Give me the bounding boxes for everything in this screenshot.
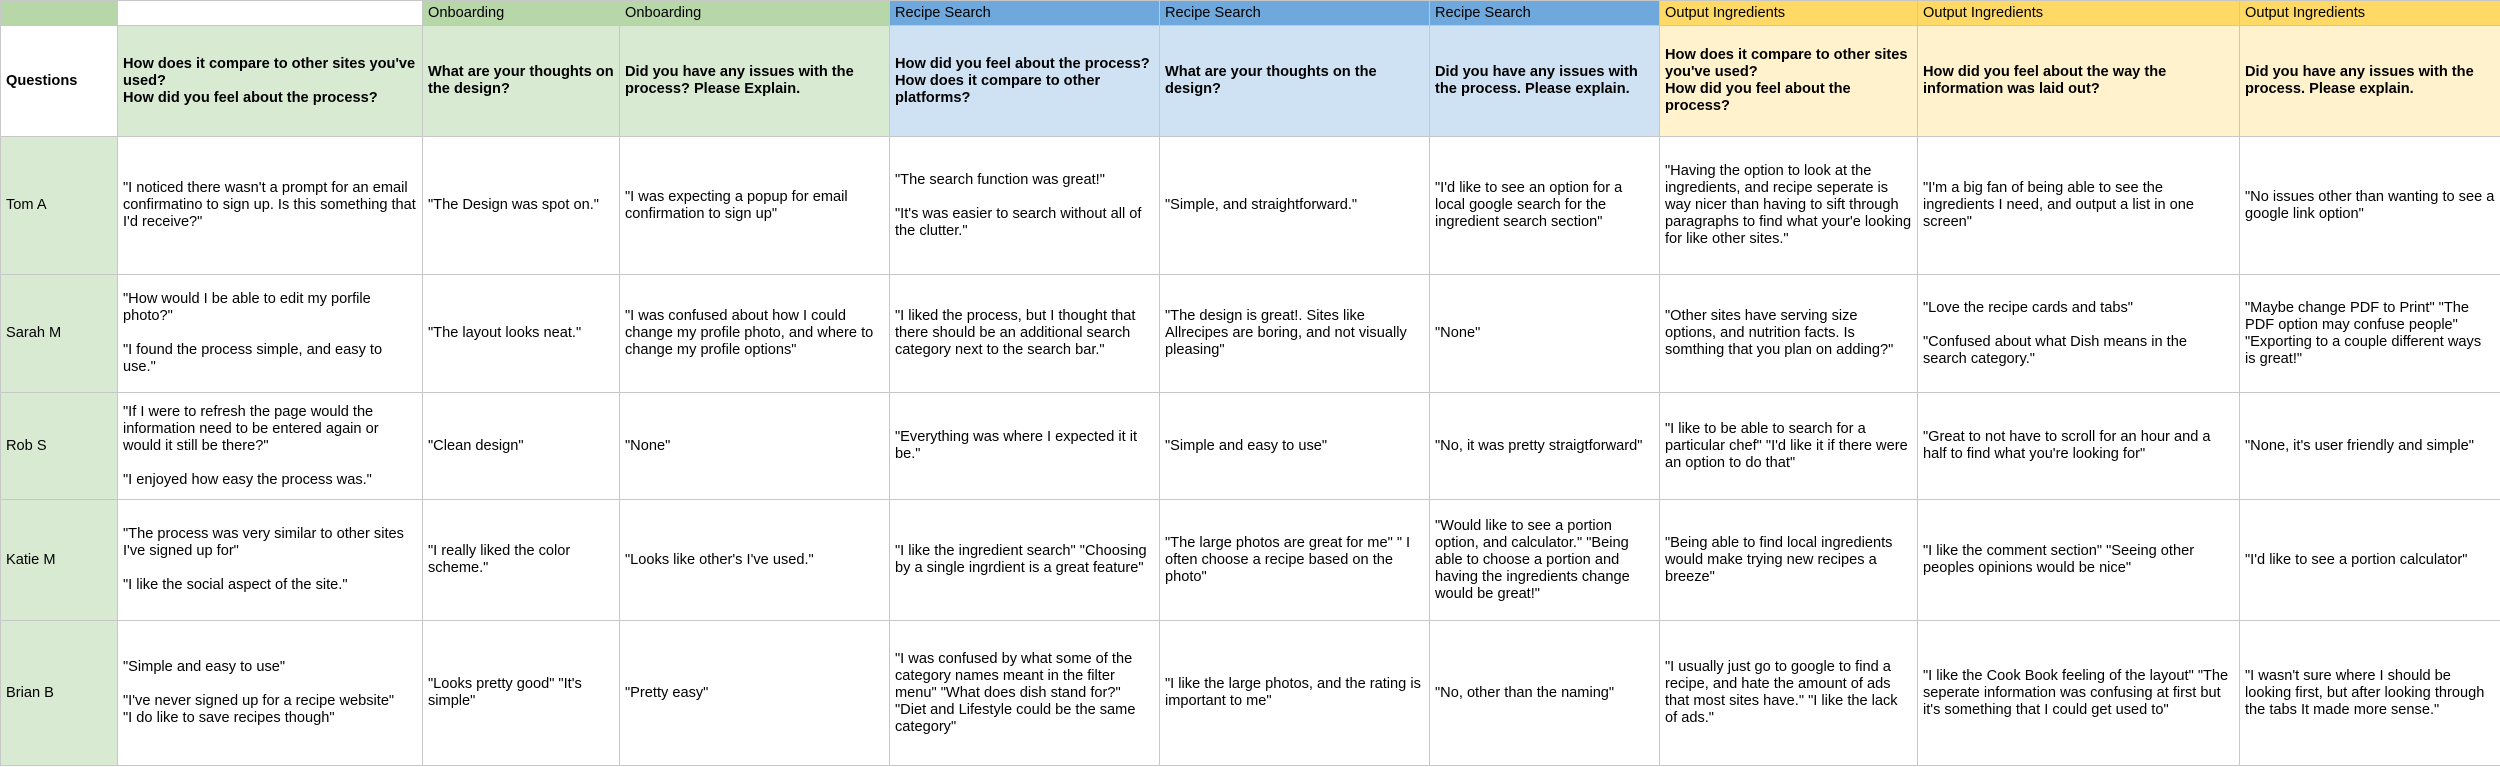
response-cell[interactable]: "Other sites have serving size options, and nutrition facts. Is somthing that you plan on adding?" (1660, 275, 1918, 393)
response-row (1, 393, 2500, 500)
questions-row (1, 26, 2500, 137)
question-cell[interactable]: What are your thoughts on the design? (423, 26, 620, 137)
response-cell[interactable]: "I liked the process, but I thought that there should be an additional search category next to the search bar." (890, 275, 1160, 393)
question-cell[interactable]: Did you have any issues with the process? Please Explain. (620, 26, 890, 137)
response-cell[interactable]: "I was confused about how I could change my profile photo, and where to change my profile options" (620, 275, 890, 393)
response-cell[interactable]: "The large photos are great for me" " I often choose a recipe based on the photo" (1160, 500, 1430, 621)
response-cell[interactable]: "I was expecting a popup for email confirmation to sign up" (620, 137, 890, 275)
response-cell[interactable]: "Being able to find local ingredients would make trying new recipes a breeze" (1660, 500, 1918, 621)
participant-name-cell[interactable]: Rob S (1, 393, 118, 500)
response-cell[interactable]: "I like the comment section" "Seeing other peoples opinions would be nice" (1918, 500, 2240, 621)
response-cell[interactable]: "The Design was spot on." (423, 137, 620, 275)
response-cell[interactable]: "Looks pretty good" "It's simple" (423, 621, 620, 766)
question-cell[interactable]: How did you feel about the process? How does it compare to other platforms? (890, 26, 1160, 137)
question-cell[interactable]: What are your thoughts on the design? (1160, 26, 1430, 137)
category-cell-onboarding[interactable]: Onboarding (423, 1, 620, 26)
category-cell-recipe-search[interactable]: Recipe Search (890, 1, 1160, 26)
category-cell-recipe-search[interactable]: Recipe Search (1160, 1, 1430, 26)
response-cell[interactable]: "No, other than the naming" (1430, 621, 1660, 766)
response-cell[interactable]: "How would I be able to edit my porfile photo?" "I found the process simple, and easy to use." (118, 275, 423, 393)
category-cell[interactable] (118, 1, 423, 26)
response-cell[interactable]: "No, it was pretty straigtforward" (1430, 393, 1660, 500)
response-cell[interactable]: "I like the ingredient search" "Choosing by a single ingrdient is a great feature" (890, 500, 1160, 621)
question-cell[interactable]: How did you feel about the way the information was laid out? (1918, 26, 2240, 137)
response-cell[interactable]: "If I were to refresh the page would the information need to be entered again or would it still be there?" "I enjoyed how easy the process was." (118, 393, 423, 500)
response-cell[interactable]: "No issues other than wanting to see a google link option" (2240, 137, 2500, 275)
response-cell[interactable]: "I really liked the color scheme." (423, 500, 620, 621)
response-row (1, 137, 2500, 275)
response-cell[interactable]: "I noticed there wasn't a prompt for an email confirmatino to sign up. Is this something that I'd receive?" (118, 137, 423, 275)
response-cell[interactable]: "Great to not have to scroll for an hour and a half to find what you're looking for" (1918, 393, 2240, 500)
response-cell[interactable]: "I'd like to see an option for a local google search for the ingredient search section" (1430, 137, 1660, 275)
participant-name-cell[interactable]: Katie M (1, 500, 118, 621)
category-header-row (1, 1, 2500, 26)
participant-name-cell[interactable]: Tom A (1, 137, 118, 275)
response-cell[interactable]: "I'm a big fan of being able to see the ingredients I need, and output a list in one screen" (1918, 137, 2240, 275)
response-cell[interactable]: "None" (1430, 275, 1660, 393)
response-cell[interactable]: "Everything was where I expected it it be." (890, 393, 1160, 500)
category-cell-recipe-search[interactable]: Recipe Search (1430, 1, 1660, 26)
response-cell[interactable]: "Simple, and straightforward." (1160, 137, 1430, 275)
response-cell[interactable]: "The design is great!. Sites like Allrecipes are boring, and not visually pleasing" (1160, 275, 1430, 393)
response-cell[interactable]: "Clean design" (423, 393, 620, 500)
response-cell[interactable]: "None, it's user friendly and simple" (2240, 393, 2500, 500)
response-cell[interactable]: "Simple and easy to use" "I've never signed up for a recipe website" "I do like to save recipes though" (118, 621, 423, 766)
response-cell[interactable]: "Looks like other's I've used." (620, 500, 890, 621)
response-row (1, 621, 2500, 766)
response-cell[interactable]: "I like the large photos, and the rating is important to me" (1160, 621, 1430, 766)
response-cell[interactable]: "Simple and easy to use" (1160, 393, 1430, 500)
response-cell[interactable]: "I'd like to see a portion calculator" (2240, 500, 2500, 621)
participant-name-cell[interactable]: Sarah M (1, 275, 118, 393)
response-cell[interactable]: "Maybe change PDF to Print" "The PDF option may confuse people" "Exporting to a couple different ways is great!" (2240, 275, 2500, 393)
response-row (1, 275, 2500, 393)
response-cell[interactable]: "I wasn't sure where I should be looking first, but after looking through the tabs It made more sense." (2240, 621, 2500, 766)
question-cell[interactable]: How does it compare to other sites you've used? How did you feel about the process? (1660, 26, 1918, 137)
response-cell[interactable]: "I like to be able to search for a particular chef" "I'd like it if there were an option to do that" (1660, 393, 1918, 500)
response-cell[interactable]: "Pretty easy" (620, 621, 890, 766)
response-cell[interactable]: "Having the option to look at the ingredients, and recipe seperate is way nicer than having to sift through paragraphs to find what your'e looking for like other sites." (1660, 137, 1918, 275)
category-cell-output-ingredients[interactable]: Output Ingredients (2240, 1, 2500, 26)
category-cell-output-ingredients[interactable]: Output Ingredients (1660, 1, 1918, 26)
response-cell[interactable]: "The search function was great!" "It's was easier to search without all of the clutter." (890, 137, 1160, 275)
category-cell-output-ingredients[interactable]: Output Ingredients (1918, 1, 2240, 26)
response-cell[interactable]: "I was confused by what some of the category names meant in the filter menu" "What does dish stand for?" "Diet and Lifestyle could be the same category" (890, 621, 1160, 766)
category-cell[interactable] (1, 1, 118, 26)
question-cell[interactable]: How does it compare to other sites you've used? How did you feel about the process? (118, 26, 423, 137)
question-cell[interactable]: Did you have any issues with the process. Please explain. (2240, 26, 2500, 137)
response-cell[interactable]: "The process was very similar to other sites I've signed up for" "I like the social aspect of the site." (118, 500, 423, 621)
participant-name-cell[interactable]: Brian B (1, 621, 118, 766)
response-row (1, 500, 2500, 621)
response-cell[interactable]: "Love the recipe cards and tabs" "Confused about what Dish means in the search category." (1918, 275, 2240, 393)
question-cell[interactable]: Did you have any issues with the process. Please explain. (1430, 26, 1660, 137)
response-cell[interactable]: "Would like to see a portion option, and calculator." "Being able to choose a portion and having the ingredients change would be great!" (1430, 500, 1660, 621)
response-cell[interactable]: "I usually just go to google to find a recipe, and hate the amount of ads that most sites have." "I like the lack of ads." (1660, 621, 1918, 766)
response-cell[interactable]: "The layout looks neat." (423, 275, 620, 393)
response-cell[interactable]: "None" (620, 393, 890, 500)
category-cell-onboarding[interactable]: Onboarding (620, 1, 890, 26)
response-cell[interactable]: "I like the Cook Book feeling of the layout" "The seperate information was confusing at first but it's something that I could get used to" (1918, 621, 2240, 766)
questions-label-cell[interactable]: Questions (1, 26, 118, 137)
